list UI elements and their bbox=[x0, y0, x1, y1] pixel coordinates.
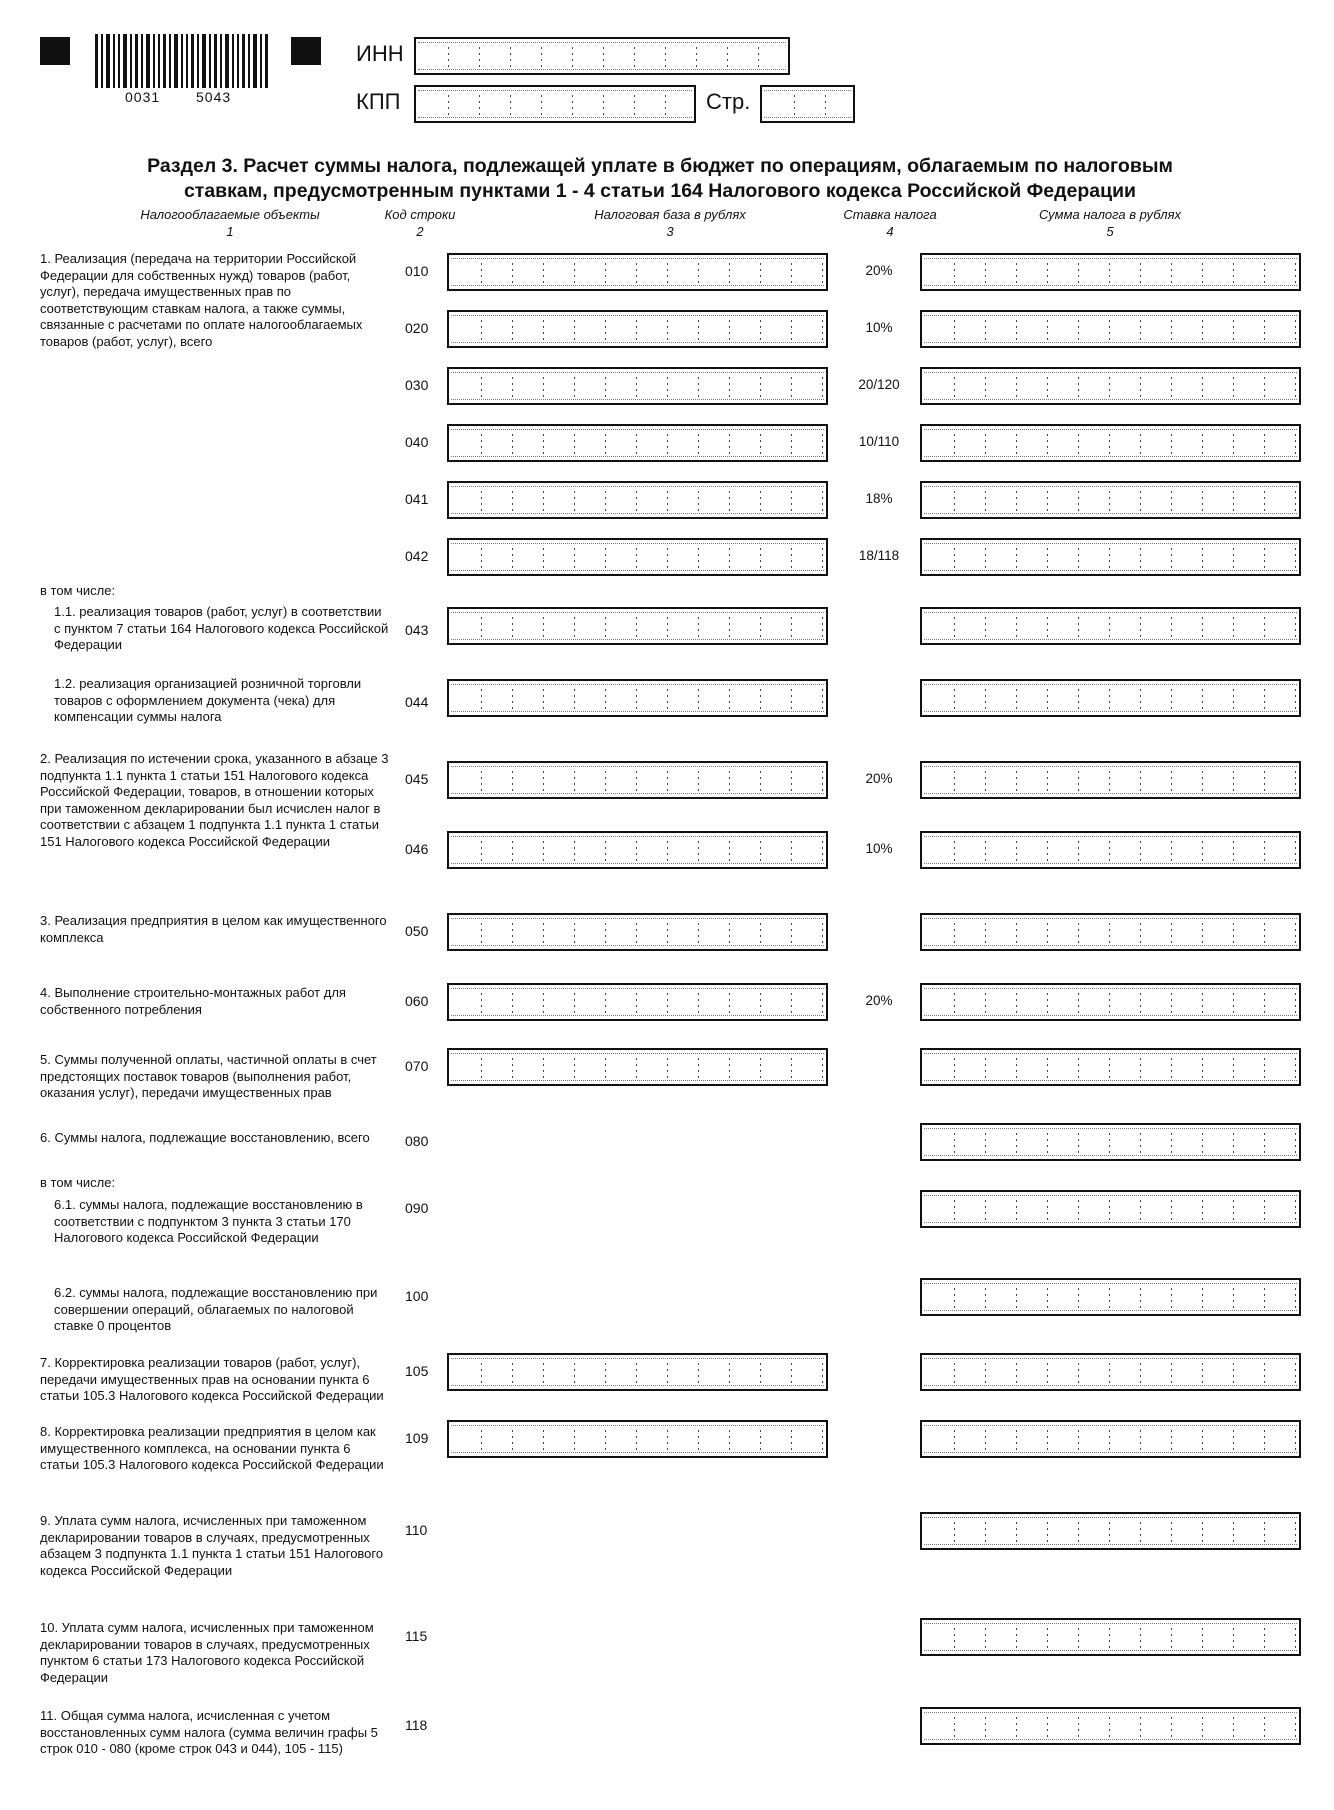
tax-base-field-030[interactable] bbox=[447, 367, 828, 405]
tax-base-field-105[interactable] bbox=[447, 1353, 828, 1391]
section-title-line1: Раздел 3. Расчет суммы налога, подлежащей уплате в бюджет по операциям, облагаемым по налоговым bbox=[147, 155, 1173, 177]
row-text-2: 2. Реализация по истечении срока, указанного в абзаце 3 подпункта 1.1 пункта 1 статьи 151 Налогового кодекса Российской Федерации, товаров, в отношении которых при таможенном декларировании был исчислен налог в соответствии с абзацем 1 подпункта 1.1 пункта 1 статьи 151 Налогового кодекса Российской Федерации bbox=[40, 751, 389, 849]
tax-amount-field-030[interactable] bbox=[920, 367, 1301, 405]
barcode-number-right: 5043 bbox=[196, 89, 232, 105]
tax-amount-field-105[interactable] bbox=[920, 1353, 1301, 1391]
inn-label: ИНН bbox=[356, 41, 404, 66]
tax-amount-field-118[interactable] bbox=[920, 1707, 1301, 1745]
tax-amount-field-070[interactable] bbox=[920, 1048, 1301, 1086]
line-code-115: 115 bbox=[405, 1628, 428, 1644]
tax-base-field-070[interactable] bbox=[447, 1048, 828, 1086]
row-text-1-2: 1.2. реализация организацией розничной торговли товаров с оформлением документа (чека) для компенсации суммы налога bbox=[54, 676, 362, 724]
tax-amount-field-080[interactable] bbox=[920, 1123, 1301, 1161]
kpp-label: КПП bbox=[356, 89, 401, 114]
tax-base-field-045[interactable] bbox=[447, 761, 828, 799]
tax-amount-field-040[interactable] bbox=[920, 424, 1301, 462]
barcode bbox=[95, 34, 271, 104]
tax-rate-041: 18% bbox=[865, 491, 893, 506]
tax-amount-field-110[interactable] bbox=[920, 1512, 1301, 1550]
line-code-041: 041 bbox=[405, 491, 429, 507]
tax-amount-field-041[interactable] bbox=[920, 481, 1301, 519]
col-header-code: Код строки bbox=[384, 207, 456, 222]
line-code-020: 020 bbox=[405, 320, 429, 336]
line-code-118: 118 bbox=[405, 1717, 428, 1733]
tax-amount-field-060[interactable] bbox=[920, 983, 1301, 1021]
row-text-11: 11. Общая сумма налога, исчисленная с учетом восстановленных сумм налога (сумма величин графы 5 строк 010 - 080 (кроме строк 043 и 044), 105 - 115) bbox=[40, 1708, 378, 1756]
col-header-objects: Налогооблагаемые объекты bbox=[140, 207, 320, 222]
tax-rate-030: 20/120 bbox=[858, 377, 900, 392]
tax-base-field-042[interactable] bbox=[447, 538, 828, 576]
col-number-5: 5 bbox=[1106, 224, 1114, 239]
tax-rate-020: 10% bbox=[865, 320, 893, 335]
tax-base-field-050[interactable] bbox=[447, 913, 828, 951]
row-text-9: 9. Уплата сумм налога, исчисленных при таможенном декларировании товаров в случаях, предусмотренных абзацем 3 подпункта 1.1 пункта 1 статьи 151 Налогового кодекса Российской Федерации bbox=[40, 1513, 384, 1578]
tax-amount-field-090[interactable] bbox=[920, 1190, 1301, 1228]
tax-amount-field-045[interactable] bbox=[920, 761, 1301, 799]
tax-base-field-060[interactable] bbox=[447, 983, 828, 1021]
row-text-8: 8. Корректировка реализации предприятия в целом как имущественного комплекса, на основании пункта 6 статьи 105.3 Налогового кодекса Российской Федерации bbox=[40, 1424, 384, 1472]
tax-amount-field-046[interactable] bbox=[920, 831, 1301, 869]
row-text-4: 4. Выполнение строительно-монтажных работ для собственного потребления bbox=[40, 985, 346, 1017]
tax-amount-field-115[interactable] bbox=[920, 1618, 1301, 1656]
tax-amount-field-020[interactable] bbox=[920, 310, 1301, 348]
line-code-105: 105 bbox=[405, 1363, 429, 1379]
line-code-060: 060 bbox=[405, 993, 429, 1009]
barcode-number-left: 0031 bbox=[125, 89, 161, 105]
in-particular-label-2: в том числе: bbox=[40, 1175, 116, 1190]
row-text-1-1: 1.1. реализация товаров (работ, услуг) в соответствии с пунктом 7 статьи 164 Налогового кодекса Российской Федерации bbox=[54, 604, 389, 652]
tax-base-field-010[interactable] bbox=[447, 253, 828, 291]
line-code-050: 050 bbox=[405, 923, 429, 939]
corner-marker-left bbox=[40, 37, 70, 65]
line-code-044: 044 bbox=[405, 694, 429, 710]
inn-field[interactable] bbox=[414, 37, 790, 75]
line-code-030: 030 bbox=[405, 377, 429, 393]
corner-marker-right bbox=[291, 37, 321, 65]
line-code-010: 010 bbox=[405, 263, 429, 279]
line-code-100: 100 bbox=[405, 1288, 429, 1304]
tax-rate-010: 20% bbox=[865, 263, 893, 278]
line-code-109: 109 bbox=[405, 1430, 429, 1446]
col-header-tax: Сумма налога в рублях bbox=[1038, 207, 1182, 222]
tax-rate-040: 10/110 bbox=[858, 434, 900, 449]
col-number-2: 2 bbox=[416, 224, 424, 239]
row-text-1: 1. Реализация (передача на территории Российской Федерации для собственных нужд) товаров (работ, услуг), передача имущественных прав по соответствующим ставкам налога, а также суммы, связанные с расчетами по оплате налогооблагаемых товаров (работ, услуг), всего bbox=[40, 251, 363, 349]
line-code-045: 045 bbox=[405, 771, 429, 787]
tax-base-field-041[interactable] bbox=[447, 481, 828, 519]
page-field[interactable] bbox=[760, 85, 855, 123]
line-code-043: 043 bbox=[405, 622, 429, 638]
tax-base-field-046[interactable] bbox=[447, 831, 828, 869]
tax-amount-field-010[interactable] bbox=[920, 253, 1301, 291]
tax-amount-field-109[interactable] bbox=[920, 1420, 1301, 1458]
tax-rate-042: 18/118 bbox=[858, 548, 900, 563]
tax-base-field-043[interactable] bbox=[447, 607, 828, 645]
in-particular-label-1: в том числе: bbox=[40, 583, 116, 598]
col-number-3: 3 bbox=[666, 224, 674, 239]
line-code-090: 090 bbox=[405, 1200, 429, 1216]
tax-rate-046: 10% bbox=[865, 841, 893, 856]
kpp-field[interactable] bbox=[414, 85, 696, 123]
line-code-070: 070 bbox=[405, 1058, 429, 1074]
row-text-6-1: 6.1. суммы налога, подлежащие восстановлению в соответствии с подпунктом 3 пункта 3 статьи 170 Налогового кодекса Российской Федерации bbox=[54, 1197, 363, 1245]
tax-base-field-020[interactable] bbox=[447, 310, 828, 348]
line-code-110: 110 bbox=[405, 1522, 428, 1538]
col-header-rate: Ставка налога bbox=[843, 207, 937, 222]
tax-base-field-044[interactable] bbox=[447, 679, 828, 717]
tax-amount-field-100[interactable] bbox=[920, 1278, 1301, 1316]
tax-base-field-040[interactable] bbox=[447, 424, 828, 462]
row-text-6-2: 6.2. суммы налога, подлежащие восстановлению при совершении операций, облагаемых по налоговой ставке 0 процентов bbox=[54, 1285, 378, 1333]
row-text-3: 3. Реализация предприятия в целом как имущественного комплекса bbox=[40, 913, 387, 945]
row-text-5: 5. Суммы полученной оплаты, частичной оплаты в счет предстоящих поставок товаров (выполнения работ, оказания услуг), передачи имущественных прав bbox=[40, 1052, 377, 1100]
tax-amount-field-042[interactable] bbox=[920, 538, 1301, 576]
tax-amount-field-043[interactable] bbox=[920, 607, 1301, 645]
tax-amount-field-050[interactable] bbox=[920, 913, 1301, 951]
row-text-6: 6. Суммы налога, подлежащие восстановлению, всего bbox=[40, 1130, 370, 1145]
section-title-line2: ставкам, предусмотренным пунктами 1 - 4 статьи 164 Налогового кодекса Российской Федерации bbox=[183, 180, 1137, 202]
page-label: Стр. bbox=[706, 89, 751, 114]
tax-rate-060: 20% bbox=[865, 993, 893, 1008]
line-code-080: 080 bbox=[405, 1133, 429, 1149]
col-number-1: 1 bbox=[226, 224, 234, 239]
line-code-040: 040 bbox=[405, 434, 429, 450]
line-code-046: 046 bbox=[405, 841, 429, 857]
row-text-7: 7. Корректировка реализации товаров (работ, услуг), передачи имущественных прав на основании пункта 6 статьи 105.3 Налогового кодекса Российской Федерации bbox=[40, 1355, 384, 1403]
line-code-042: 042 bbox=[405, 548, 429, 564]
row-text-10: 10. Уплата сумм налога, исчисленных при таможенном декларировании товаров в случаях, предусмотренных пунктом 6 статьи 173 Налогового кодекса Российской Федерации bbox=[40, 1620, 374, 1685]
tax-rate-045: 20% bbox=[865, 771, 893, 786]
tax-amount-field-044[interactable] bbox=[920, 679, 1301, 717]
col-number-4: 4 bbox=[886, 224, 894, 239]
col-header-base: Налоговая база в рублях bbox=[594, 207, 746, 222]
tax-base-field-109[interactable] bbox=[447, 1420, 828, 1458]
